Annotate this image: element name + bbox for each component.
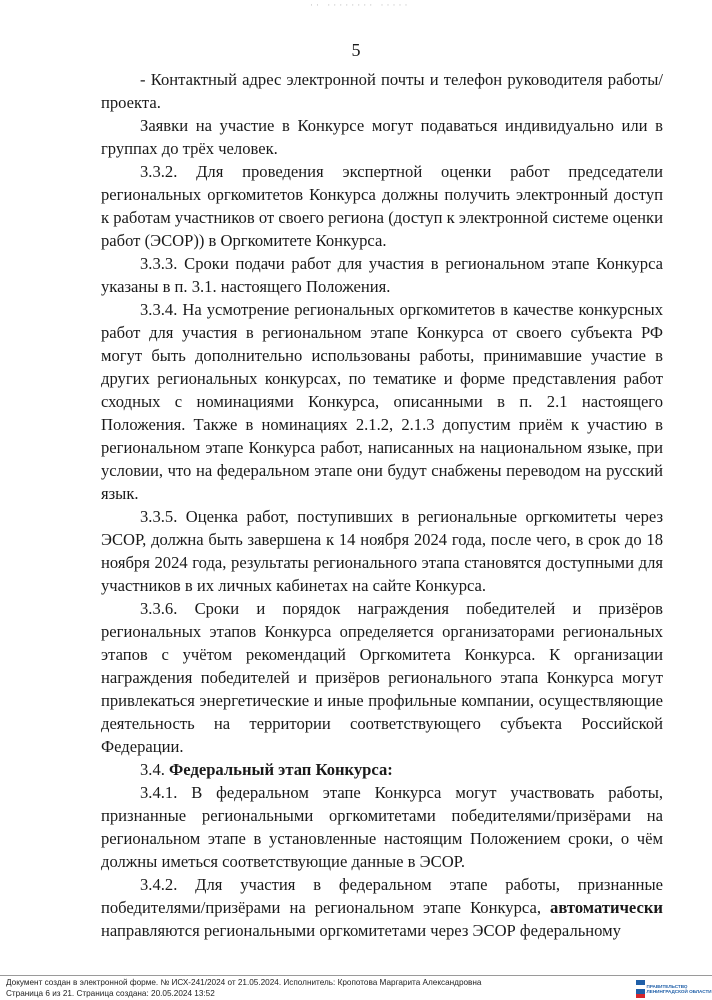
leningrad-oblast-emblem-icon <box>636 980 645 998</box>
page-number: 5 <box>351 40 361 60</box>
footer-line-2: Страница 6 из 21. Страница создана: 20.05.2024 13:52 <box>6 988 215 998</box>
paragraph-3-4-2 <box>101 873 663 942</box>
government-logo-text: ПРАВИТЕЛЬСТВО ЛЕНИНГРАДСКОЙ ОБЛАСТИ <box>646 983 712 994</box>
scan-artifact: ·· ········ ····· <box>310 0 411 10</box>
paragraph-3-3-2: 3.3.2. Для проведения экспертной оценки работ председатели региональных оргкомитетов Конкурса должны получить электронный доступ к работам участников от своего региона (доступ к электронной системе оценки работ (ЭСОР)) в Оргкомитете Конкурса. <box>101 162 663 250</box>
paragraph-3-3-5: 3.3.5. Оценка работ, поступивших в региональные оргкомитеты через ЭСОР, должна быть завершена к 14 ноября 2024 года, после чего, в срок до 18 ноября 2024 года, результаты регионального этапа становятся доступными для участников в их личных кабинетах на сайте Конкурса. <box>101 507 663 595</box>
paragraph-3-3-3: 3.3.3. Сроки подачи работ для участия в региональном этапе Конкурса указаны в п. 3.1. настоящего Положения. <box>101 254 663 296</box>
document-body <box>101 68 663 942</box>
paragraph-3-4-2-start: 3.4.2. Для участия в федеральном этапе работы, признанные победителями/призёрами на региональном этапе Конкурса, <box>101 875 663 917</box>
paragraph-3-3-6: 3.3.6. Сроки и порядок награждения победителей и призёров региональных этапов Конкурса определяется организаторами региональных этапов с учётом рекомендаций Оргкомитета Конкурса. К организации награждения победителей и призёров регионального этапа Конкурса могут привлекаться энергетические и иные профильные компании, осуществляющие деятельность на территории соответствующего субъекта Российской Федерации. <box>101 599 663 756</box>
paragraph-3-4-2-end: направляются региональными оргкомитетами через ЭСОР федеральному <box>101 921 621 940</box>
footer-divider <box>0 975 712 976</box>
paragraph-3-4-2-bold: автоматически <box>550 898 663 917</box>
government-logo <box>636 978 712 1000</box>
section-heading-3-4 <box>101 758 663 781</box>
document-footer <box>6 978 616 999</box>
footer-line-1: Документ создан в электронной форме. № ИСХ-241/2024 от 21.05.2024. Исполнитель: Кропотова Маргарита Александровна <box>6 978 482 987</box>
paragraph-groups: Заявки на участие в Конкурсе могут подаваться индивидуально или в группах до трёх человек. <box>101 116 663 158</box>
paragraph-contact: - Контактный адрес электронной почты и телефон руководителя работы/проекта. <box>101 70 663 112</box>
section-number: 3.4. <box>140 760 170 779</box>
paragraph-3-4-1: 3.4.1. В федеральном этапе Конкурса могут участвовать работы, признанные региональными оргкомитетами победителями/призёрами на региональном этапе в установленные настоящим Положением сроки, о чём должны иметься соответствующие данные в ЭСОР. <box>101 783 663 871</box>
paragraph-3-3-4: 3.3.4. На усмотрение региональных оргкомитетов в качестве конкурсных работ для участия в региональном этапе Конкурса от своего субъекта РФ могут быть дополнительно использованы работы, принимавшие участие в других региональных конкурсах, по тематике и форме представления работ сходных с номинациями Конкурса, описанными в п. 2.1 настоящего Положения. Также в номинациях 2.1.2, 2.1.3 допустим приём к участию в региональном этапе Конкурса работ, написанных на национальном языке, при условии, что на федеральном этапе они будут снабжены переводом на русский язык. <box>101 300 663 503</box>
section-title: Федеральный этап Конкурса: <box>169 760 393 779</box>
